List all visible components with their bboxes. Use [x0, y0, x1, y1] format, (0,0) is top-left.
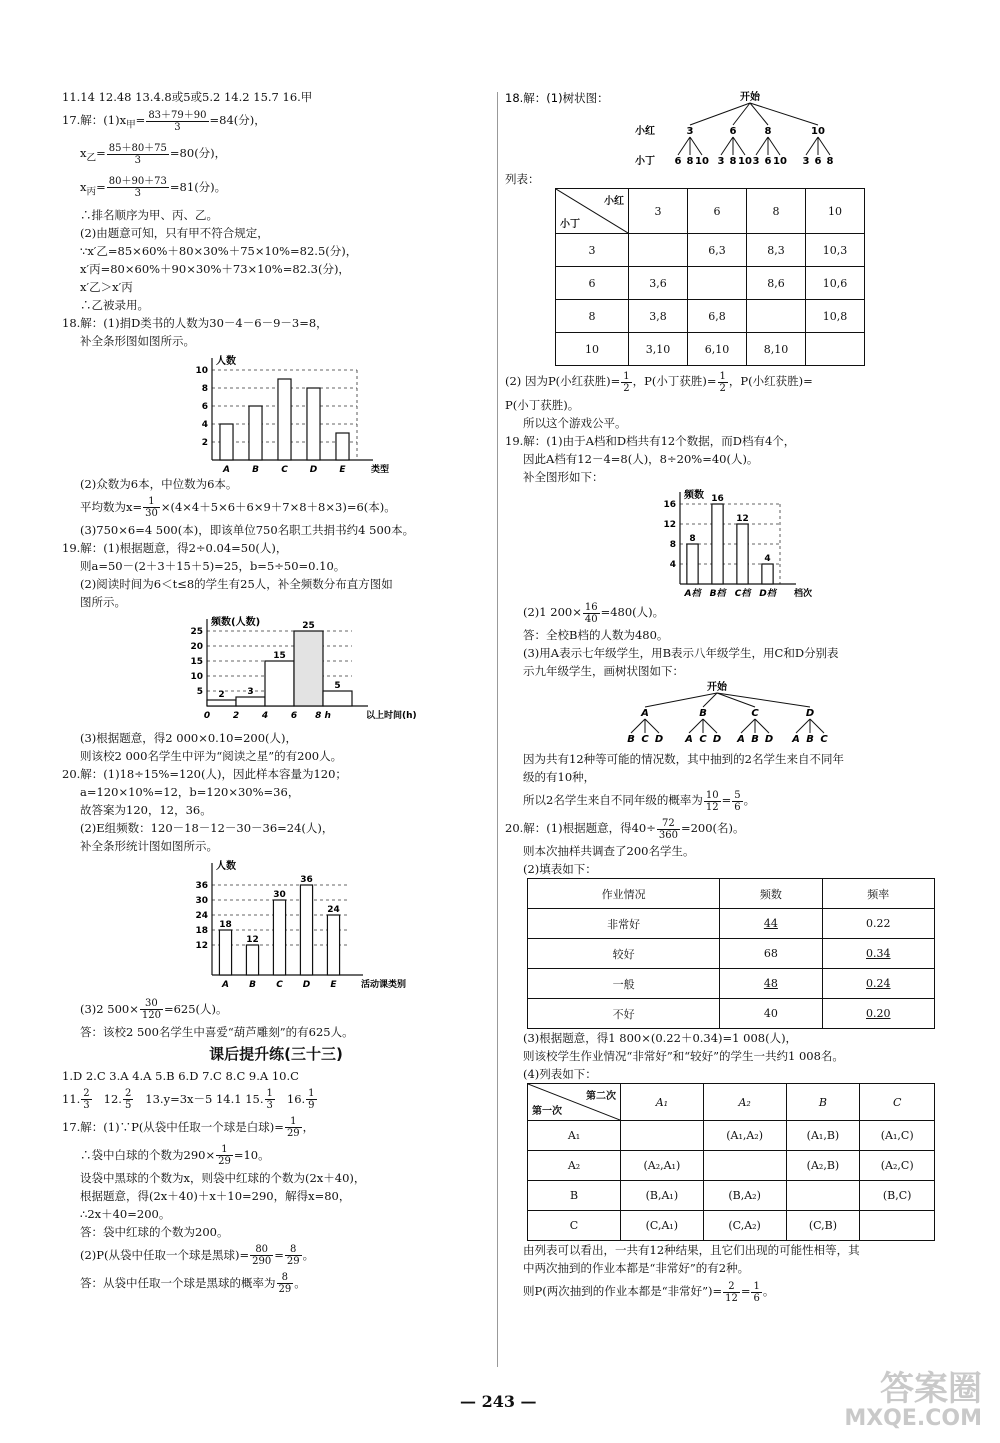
section-heading: 课后提升练(三十三): [209, 1044, 343, 1063]
tree-branch: [806, 137, 818, 155]
table-cell: 非常好: [528, 909, 720, 939]
y-tick-label: 24: [195, 910, 208, 921]
tree-leaf: A: [792, 734, 800, 745]
data-label: 18: [219, 919, 232, 930]
x-tick-label: D: [309, 464, 318, 475]
table-row: [528, 909, 935, 939]
fraction: $\frac{1}{2}$: [719, 370, 726, 394]
tree-branch: [796, 719, 810, 733]
y-axis-label: 频数: [684, 490, 704, 501]
bar: [207, 700, 236, 706]
data-label: 12: [736, 514, 749, 524]
table-header-cell: 3: [629, 189, 688, 234]
table-row: [528, 999, 935, 1029]
fraction: $\frac{8}{29}$: [278, 1272, 292, 1296]
table-cell: [703, 1151, 786, 1181]
tree-branch: [690, 137, 702, 155]
data-label: 36: [300, 874, 313, 885]
table-draw-outcomes: [527, 1083, 935, 1241]
y-tick-label: 18: [195, 925, 208, 936]
x-tick-label: D档: [759, 589, 776, 598]
tree-node: 3: [686, 126, 694, 137]
fraction: $\frac{80+90+73}{3}$: [108, 176, 167, 200]
fraction: $\frac{1}{2}$: [623, 370, 630, 394]
y-tick-label: 4: [201, 419, 208, 430]
watermark: 答案圈 MXQE.COM: [844, 1369, 982, 1431]
table-cell: C: [528, 1211, 621, 1241]
y-axis-label: 人数: [216, 860, 236, 872]
data-label: 25: [302, 620, 315, 631]
x-tick-label: A: [222, 979, 229, 990]
problem-19: 19.解：(1)根据题意，得2÷0.04=50(人)， 则a=50－(2＋3＋15＋5)=25，b=5÷50=0.10。 (2)阅读时间为6＜t≤8的学生有25人，补全频数分布直方图如 图所示。 5 10 15 20 25 频数(人数) 以上时间(h) 2 0 3 2 15 4 25 6 5 8 h (3)根据题意，得2 000×0.10=200(人)， 则该校2 000名学生中评为“阅读之星”的有200人。: [62, 539, 490, 765]
bar: [246, 945, 258, 975]
table-cell: [822, 969, 935, 999]
chart-activity-categories: [62, 855, 490, 995]
fraction: $\frac{30}{120}$: [141, 998, 161, 1022]
bar: [323, 691, 352, 706]
bar: [762, 564, 773, 584]
x-tick-label: B档: [709, 589, 726, 598]
fraction: $\frac{80}{290}$: [252, 1244, 272, 1268]
data-label: 3: [247, 686, 254, 697]
data-label: 5: [334, 680, 341, 691]
problem-17: 17.解：$(1)x_甲=$ $\frac{83+79+90}{3}$ =84(分)， $x_乙=$ $\frac{85+80+75}{3}$ =80(分)， $x_丙=$ $\frac{80+90+73}{3}$ =81(分)。 ∴排名顺序为甲、丙、乙。 (2)由题意可知，只有甲不符合规定， ∵x′乙=85×60%＋80×30%＋75×10%=82.5(分)， x′丙=80×60%＋90×30%＋73×10%=82.3(分)， x′乙＞x′丙 ∴乙被录用。: [62, 109, 358, 312]
table-row: [528, 1151, 935, 1181]
problem-18: 18.解：(1)捐D类书的人数为30－4－6－9－3=8， 补全条形图如图所示。 2 4 6 8 10 人数 类型 A B C D E (2)众数为6本，中位数为6本。 平均数为x= $\frac{1}{30}$ ×(4×4＋5×6＋6×9＋7×8＋8×3)=6(本)。 (3)750×6=4 500(本)，即该单位750名职工共捐书约4 500本。: [62, 314, 490, 539]
fraction: $\frac{2}{3}$: [83, 1088, 90, 1112]
table-cell: 较好: [528, 939, 720, 969]
x-tick-label: A档: [684, 589, 701, 598]
tree-node: 10: [811, 126, 825, 137]
tree-node: 6: [729, 126, 737, 137]
table-row: [556, 333, 865, 366]
table-row: [528, 1181, 935, 1211]
tree-leaf: A: [685, 734, 693, 745]
blank-answer: 0.24: [866, 977, 891, 990]
fraction: $\frac{1}{29}$: [218, 1144, 231, 1168]
table-cell: (B,A₁): [621, 1181, 704, 1211]
x-tick-label: 2: [232, 710, 240, 721]
bar: [300, 885, 312, 975]
table-cell: 8,6: [747, 267, 806, 300]
fraction: $\frac{2}{12}$: [725, 1280, 738, 1304]
blank-answer: 44: [763, 917, 778, 930]
x-tick-label: 6: [290, 710, 298, 721]
table-cell: 10,8: [806, 300, 865, 333]
table-cell: 0.22: [822, 909, 935, 939]
bar: [327, 915, 339, 975]
table-row: [556, 300, 865, 333]
fraction: $\frac{8}{29}$: [286, 1244, 300, 1268]
blank-answer: 0.20: [866, 1007, 891, 1020]
tree-leaf: 3: [802, 156, 810, 167]
bar: [236, 697, 265, 706]
table-cell: [786, 1181, 860, 1211]
corner-bottom-label: 第一次: [532, 1106, 562, 1117]
table-cell: (A₁,C): [860, 1121, 935, 1151]
y-tick-label: 5: [196, 686, 203, 697]
table-cell: [629, 234, 688, 267]
y-axis-label: 人数: [216, 355, 236, 367]
y-tick-label: 2: [201, 437, 208, 448]
tree-leaf: B: [627, 734, 635, 745]
tree-root-label: 开始: [707, 682, 727, 693]
tree-node: A: [641, 708, 649, 719]
table-cell: 一般: [528, 969, 720, 999]
x-tick-label: C档: [734, 589, 751, 598]
table-header-cell: A₂: [703, 1084, 786, 1121]
tree-branch: [645, 693, 717, 707]
problem-18-intro: 18.解：(1)树状图：: [505, 91, 609, 105]
table-cell: 68: [720, 939, 822, 969]
tree-branch: [818, 137, 830, 155]
y-tick-label: 10: [195, 365, 208, 376]
chart-reading-time-histogram: [62, 611, 490, 729]
data-label: 16: [711, 494, 724, 504]
left-column: [62, 88, 490, 1297]
table-cell: 作业情况: [528, 879, 720, 909]
tree-node: 8: [764, 126, 772, 137]
tree-branch: [645, 719, 659, 733]
fraction: $\frac{1}{6}$: [753, 1280, 760, 1304]
tree-leaf: 6: [674, 156, 682, 167]
y-tick-label: 12: [195, 940, 208, 951]
x-axis-label: 以上时间(h): [366, 710, 417, 721]
fraction: $\frac{85+80+75}{3}$: [108, 142, 167, 166]
y-tick-label: 30: [195, 895, 208, 906]
chart-grade-levels: [505, 486, 945, 598]
table-header-row: [528, 1084, 935, 1121]
table-cell: 3,8: [629, 300, 688, 333]
page-number: — 243 —: [460, 1392, 537, 1411]
fraction: $\frac{2}{5}$: [124, 1088, 132, 1112]
tree-branch: [733, 137, 745, 155]
table-row: [528, 969, 935, 999]
table-corner-cell: [528, 1084, 621, 1121]
tree-branch: [721, 137, 733, 155]
table-cell: 3: [556, 234, 629, 267]
tree-leaf: D: [764, 734, 774, 745]
bar: [336, 433, 349, 460]
table-cell: (A₁,B): [786, 1121, 860, 1151]
y-tick-label: 10: [190, 671, 203, 682]
problem-20: 20.解：(1)18÷15%=120(人)，因此样本容量为120； a=120×10%=12，b=120×30%=36， 故答案为120，12，36。 (2)E组频数：120－18－12－30－36=24(人)， 补全条形统计图如图所示。 12 18 24 30 36 人数 活动课类别 18 A 12 B 30 C 36 D 24 E (3)2 500× $\frac{30}{120}$ =625(人)。 答：该校2 500名学生中喜爱“葫芦雕刻”的有625人。: [62, 765, 490, 1041]
tree-leaf: C: [641, 734, 649, 745]
tree-branch: [768, 137, 780, 155]
x-tick-label: A: [223, 464, 230, 475]
problem-19-grade: 19.解：(1)由于A档和D档共有12个数据，而D档有4个， 因此A档有12－4=8(人)，8÷20%=40(人)。 补全图形如下： 4 8 12 16 频数 档次 8 A档 16 B档 12 C档 4 D档 (2)1 200× $\frac{16}{40}$ =480(人)。 答：全校B档的人数为480。 (3)用A表示七年级学生，用B表示八年级学生，用C和D分别表 示九年级学生，画树状图如下： 开始 A B C D B A C D C A B D D A B C 因为共有12种等可能的情况数，其中抽到的2名学生来自不同年 级的有10种， 所以2名学生来自不同年级的概率为 $\frac{10}{12}$ = $\frac{5}{6}$ 。: [505, 432, 945, 814]
table-homework-frequency: [527, 878, 935, 1029]
table-cell: 3,6: [629, 267, 688, 300]
fraction: $\frac{5}{6}$: [734, 789, 741, 813]
answers-11-16: 11.14 12.48 13.4.8或5或5.2 14.2 15.7 16.甲: [62, 90, 313, 104]
data-label: 12: [246, 934, 259, 945]
table-cell: 3,10: [629, 333, 688, 366]
tree-leaf: B: [806, 734, 814, 745]
table-cell: 10,3: [806, 234, 865, 267]
bar: [737, 524, 748, 584]
tree-leaf: 6: [764, 156, 772, 167]
table-cell: [688, 267, 747, 300]
table-row: [528, 1121, 935, 1151]
fraction: $\frac{1}{9}$: [308, 1088, 315, 1112]
data-label: 4: [764, 554, 771, 564]
table-cell: [720, 909, 822, 939]
y-tick-label: 25: [190, 626, 203, 637]
fraction: $\frac{10}{12}$: [705, 789, 719, 813]
y-tick-label: 12: [663, 520, 676, 530]
bar: [273, 900, 285, 975]
fraction: $\frac{1}{3}$: [266, 1088, 273, 1112]
blank-answer: 48: [763, 977, 778, 990]
table-cell: (A₂,C): [860, 1151, 935, 1181]
fraction: $\frac{83+79+90}{3}$: [148, 109, 207, 133]
x-tick-label: B: [249, 979, 256, 990]
tree-branch: [678, 137, 690, 155]
blank-answer: 0.34: [866, 947, 891, 960]
bar: [687, 544, 698, 584]
table-game-outcomes: [555, 188, 865, 366]
x-tick-label: D: [302, 979, 311, 990]
problem-18-game: 开始 3 6 8 10 6 3 8 10 8 3 6 10 10 3 6 8 小红 小丁 18.解：(1)树状图： 列表： 小红 小丁 3 6 8 10 3 6,3 8,3 10,3 6 3,6 8,6 10,6 8 3,8 6,8 10,8 10 3,10 6,10 8,10 (2) 因为P(小红获胜)= $\frac{1}{2}$ ，P(小丁获胜)= $\frac{1}{2}$ ，P(小红获胜)= P(小丁获胜)。 所以这个游戏公平。: [505, 88, 945, 432]
table-header-cell: C: [860, 1084, 935, 1121]
table-cell: A₁: [528, 1121, 621, 1151]
tree-leaf: 10: [695, 156, 709, 167]
tree-leaf: D: [712, 734, 722, 745]
tree-leaf: 10: [773, 156, 787, 167]
table-cell: [822, 939, 935, 969]
y-tick-label: 8: [201, 383, 208, 394]
table-cell: [822, 999, 935, 1029]
x-tick-label: E: [339, 464, 346, 475]
tree-branch: [756, 137, 768, 155]
tree-leaf: B: [751, 734, 759, 745]
corner-bottom-label: 小丁: [560, 219, 580, 230]
bar: [712, 504, 723, 584]
table-cell: [747, 300, 806, 333]
table-cell: (A₂,B): [786, 1151, 860, 1181]
problem-17-ball: 17.解：(1)∵P(从袋中任取一个球是白球)= $\frac{1}{29}$ ， ∴袋中白球的个数为290× $\frac{1}{29}$ =10。 设袋中黑球的个数为x，则袋中红球的个数为(2x＋40)， 根据题意，得(2x＋40)＋x＋10=290，解得x=80， ∴2x＋40=200。 答：袋中红球的个数为200。 (2)P(从袋中任取一个球是黑球)= $\frac{80}{290}$ = $\frac{8}{29}$ 。 答：从袋中任取一个球是黑球的概率为 $\frac{8}{29}$ 。: [62, 1116, 366, 1296]
tree-leaf: D: [654, 734, 664, 745]
x-axis-label: 活动课类别: [361, 979, 407, 990]
y-tick-label: 16: [663, 500, 676, 510]
tree-leaf: A: [737, 734, 745, 745]
table-cell: [806, 333, 865, 366]
tree-node: C: [751, 708, 759, 719]
table-cell: 40: [720, 999, 822, 1029]
x-tick-label: E: [330, 979, 337, 990]
tree-branch: [689, 719, 703, 733]
table-header-cell: 8: [747, 189, 806, 234]
table-cell: 8: [556, 300, 629, 333]
table-header-cell: A₁: [621, 1084, 704, 1121]
table-cell: 6: [556, 267, 629, 300]
table-cell: (C,A₁): [621, 1211, 704, 1241]
tree-branch: [810, 719, 824, 733]
table-cell: 10: [556, 333, 629, 366]
table-cell: 8,10: [747, 333, 806, 366]
table-cell: B: [528, 1181, 621, 1211]
tree-branch: [755, 719, 769, 733]
x-tick-label: 4: [261, 710, 269, 721]
y-tick-label: 20: [190, 641, 203, 652]
x-tick-label: C: [276, 979, 283, 990]
multiple-choice-answers: 1.D 2.C 3.A 4.A 5.B 6.D 7.C 8.C 9.A 10.C: [62, 1068, 299, 1083]
table-corner-cell: [556, 189, 629, 234]
x-axis-label: 档次: [794, 589, 813, 598]
tree-row-label: 小红: [635, 126, 655, 137]
fraction: $\frac{1}{30}$: [145, 496, 158, 520]
tree-leaf: C: [699, 734, 707, 745]
corner-top-label: 小红: [604, 196, 624, 207]
tree-root-label: 开始: [740, 92, 760, 103]
column-divider: [497, 92, 498, 1367]
tree-leaf: 10: [738, 156, 752, 167]
tree-leaf: 3: [717, 156, 725, 167]
bar: [219, 930, 231, 975]
data-label: 24: [327, 904, 340, 915]
corner-top-label: 第二次: [586, 1091, 616, 1102]
x-tick-label: 8 h: [315, 710, 331, 721]
table-cell: 不好: [528, 999, 720, 1029]
y-tick-label: 6: [201, 401, 208, 412]
table-cell: [860, 1211, 935, 1241]
tree-diagram-game: [505, 88, 945, 170]
fraction: $\frac{16}{40}$: [584, 601, 598, 625]
problem-20-homework: 20.解：(1)根据题意，得40÷ $\frac{72}{360}$ =200(名)。 则本次抽样共调查了200名学生。 (2)填表如下： 作业情况 频数 频率 非常好 44 0.22 较好 68 0.34 一般 48 0.24 不好 40 0.20 (3)根据题意，得1 800×(0.22＋0.34)=1 008(人)， 则该校学生作业情况“非常好”和“较好”的学生一共约1 008名。 (4)列表如下： 第二次 第一次 A₁ A₂ B C A₁ (A₁,A₂) (A₁,B) (A₁,C) A₂ (A₂,A₁) (A₂,B) (A₂,C) B (B,A₁) (B,A₂) (B,C) C (C,A₁) (C,A₂) (C,B) 由列表可以看出，一共有12种结果，且它们出现的可能性相等，其 中两次抽到的作业本都是“非常好”的有2种。 则P(两次抽到的作业本都是“非常好”)= $\frac{2}{12}$ = $\frac{1}{6}$ 。: [505, 814, 945, 1305]
x-axis-label: 类型: [371, 464, 390, 475]
table-cell: [621, 1121, 704, 1151]
table-cell: 6,8: [688, 300, 747, 333]
x-tick-label: B: [252, 464, 259, 475]
tree-leaf: 8: [826, 156, 834, 167]
right-column: [505, 88, 945, 1305]
tree-leaf: 3: [752, 156, 760, 167]
y-tick-label: 8: [669, 540, 676, 550]
tree-branch: [631, 719, 645, 733]
data-label: 2: [218, 689, 225, 700]
y-tick-label: 4: [669, 560, 676, 570]
y-axis-label: 频数(人数): [211, 616, 261, 628]
tree-row-label: 小丁: [635, 156, 655, 167]
bar: [307, 388, 320, 460]
bar: [294, 631, 323, 706]
tree-node: B: [699, 708, 707, 719]
data-label: 30: [273, 889, 286, 900]
tree-branch: [703, 719, 717, 733]
data-label: 8: [689, 534, 696, 544]
table-cell: (A₁,A₂): [703, 1121, 786, 1151]
table-cell: 频数: [720, 879, 822, 909]
bar: [265, 661, 294, 706]
table-cell: (C,B): [786, 1211, 860, 1241]
table-cell: 10,6: [806, 267, 865, 300]
fraction: $\frac{72}{360}$: [658, 817, 678, 841]
table-cell: A₂: [528, 1151, 621, 1181]
table-header-cell: 6: [688, 189, 747, 234]
tree-leaf: 8: [686, 156, 694, 167]
tree-diagram-students: [505, 680, 945, 750]
tree-branch: [717, 693, 755, 707]
fill-blank-answers: 11. $\frac{2}{3}$ 12. $\frac{2}{5}$ 13.y=3x－5 14.1 15. $\frac{1}{3}$ 16. $\frac{1}{9}$: [62, 1088, 315, 1112]
tree-leaf: 6: [814, 156, 822, 167]
table-row: [528, 939, 935, 969]
table-header-cell: B: [786, 1084, 860, 1121]
table-header-row: [556, 189, 865, 234]
table-cell: 频率: [822, 879, 935, 909]
bar: [249, 406, 262, 460]
tree-node: D: [805, 708, 815, 719]
tree-branch: [750, 103, 818, 125]
table-cell: (A₂,A₁): [621, 1151, 704, 1181]
table-cell: [720, 969, 822, 999]
tree-leaf: 8: [729, 156, 737, 167]
bar: [278, 379, 291, 460]
y-tick-label: 15: [190, 656, 203, 667]
table-header-cell: 10: [806, 189, 865, 234]
table-row: [528, 879, 935, 909]
table-row: [528, 1211, 935, 1241]
tree-branch: [741, 719, 755, 733]
chart-books-by-type: [62, 350, 490, 475]
x-tick-label: 0: [203, 710, 211, 721]
table-cell: 8,3: [747, 234, 806, 267]
tree-leaf: C: [820, 734, 828, 745]
data-label: 15: [273, 650, 286, 661]
x-tick-label: C: [281, 464, 288, 475]
table-cell: 6,3: [688, 234, 747, 267]
table-row: [556, 267, 865, 300]
bar: [220, 424, 233, 460]
table-row: [556, 234, 865, 267]
table-cell: (B,C): [860, 1181, 935, 1211]
table-cell: (B,A₂): [703, 1181, 786, 1211]
fraction: $\frac{1}{29}$: [286, 1116, 300, 1140]
tree-branch: [717, 693, 810, 707]
y-tick-label: 36: [195, 880, 208, 891]
table-cell: (C,A₂): [703, 1211, 786, 1241]
table-cell: 6,10: [688, 333, 747, 366]
